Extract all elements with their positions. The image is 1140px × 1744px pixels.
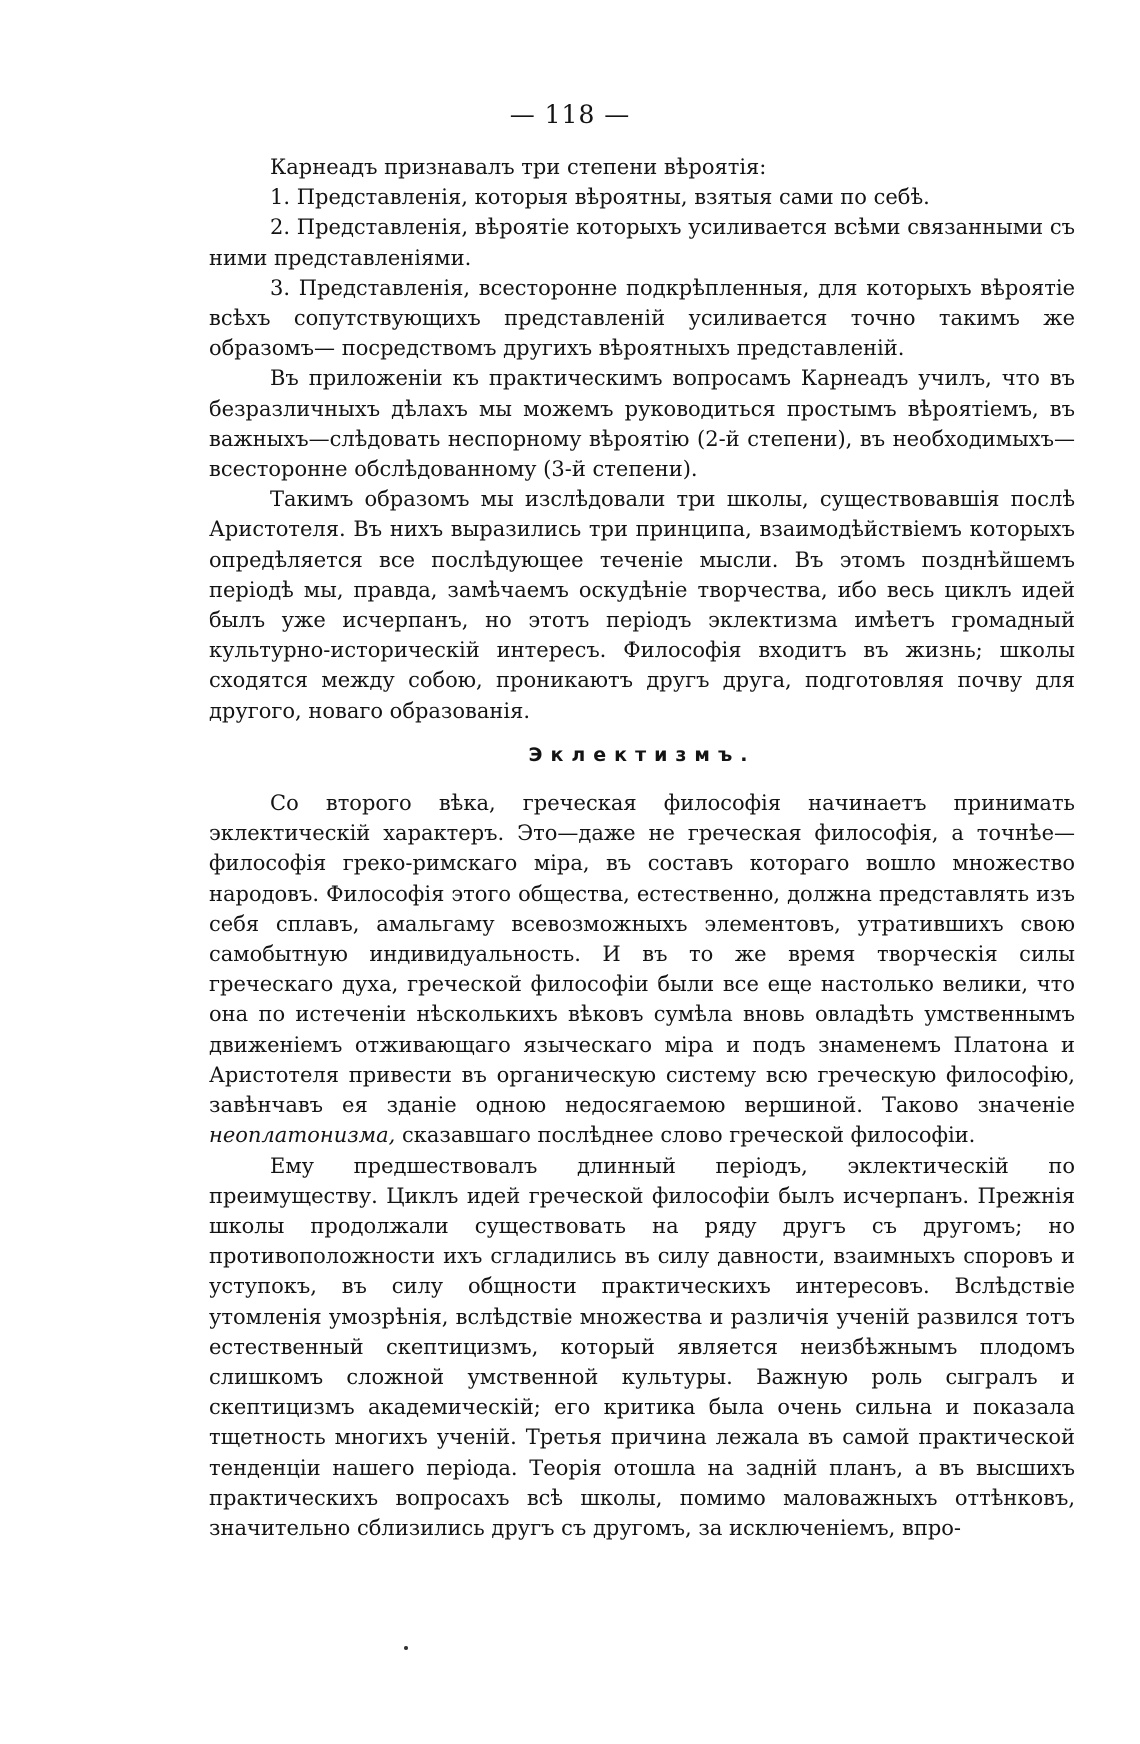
paragraph-period: Ему предшествовалъ длинный періодъ, эклектическій по преимуществу. Циклъ идей греческой философіи былъ исчерпанъ. Прежнія школы продолжали существовать на ряду другъ съ другомъ; но противоположности ихъ сгладились въ силу давности, взаимныхъ споровъ и уступокъ, въ силу общности практическихъ интересовъ. Вслѣдствіе утомленія умозрѣнія, вслѣдствіе множества и различія ученій развился тотъ естественный скептицизмъ, который является неизбѣжнымъ плодомъ слишкомъ сложной умственной культуры. Важную роль сыгралъ и скептицизмъ академическій; его критика была очень сильна и показала тщетность многихъ ученій. Третья причина лежала въ самой практической тенденціи нашего періода. Теорія отошла на задній планъ, а въ высшихъ практическихъ вопросахъ всѣ школы, помимо маловажныхъ оттѣнковъ, значительно сблизились другъ съ другомъ, за исключеніемъ, впро- (209, 1153, 1075, 1540)
paragraph-practical: Въ приложеніи къ практическимъ вопросамъ Карнеадъ училъ, что въ безразличныхъ дѣлахъ мы можемъ руководиться простымъ вѣроятіемъ, въ важныхъ—слѣдовать неспорному вѣроятію (2-й степени), въ необходимыхъ— всесторонне обслѣдованному (3-й степени). (209, 366, 1075, 482)
paragraph-eclecticism-text-a: Со второго вѣка, греческая философія начинаетъ принимать эклектическій характеръ. Это—даже не греческая философія, а точнѣе—философія греко-римскаго міра, въ составъ котораго вошло множество народовъ. Философія этого общества, естественно, должна представлять изъ себя сплавъ, амальгаму всевозможныхъ элементовъ, утратившихъ свою самобытную индивидуальность. И въ то же время творческія силы греческаго духа, греческой философіи были все еще настолько велики, что она по истеченіи нѣсколькихъ вѣковъ сумѣла вновь овладѣть умственнымъ движеніемъ отживающаго языческаго міра и подъ знаменемъ Платона и Аристотеля привести въ органическую систему всю греческую философію, завѣнчавъ ея зданіе одною недосягаемою вершиной. Таково значеніе (209, 791, 1075, 1118)
section-heading: Эклектизмъ. (528, 743, 756, 766)
paragraph-eclecticism (209, 788, 1075, 1150)
paragraph-eclecticism-text-b: сказавшаго послѣднее слово греческой философіи. (401, 1123, 976, 1148)
italic-term: неоплатонизма, (209, 1123, 396, 1148)
paragraph-item-2: 2. Представленія, вѣроятіе которыхъ усиливается всѣми связанными съ ними представленіями. (209, 215, 1075, 270)
paragraph-item-1: 1. Представленія, которыя вѣроятны, взятыя сами по себѣ. (270, 185, 930, 210)
paragraph-item-3: 3. Представленія, всесторонне подкрѣпленныя, для которыхъ вѣроятіе всѣхъ сопутствующихъ представленій усиливается точно такимъ же образомъ— посредствомъ другихъ вѣроятныхъ представленій. (209, 275, 1075, 361)
print-speck (404, 1646, 408, 1650)
paragraph-schools: Такимъ образомъ мы изслѣдовали три школы, существовавшія послѣ Аристотеля. Въ нихъ выразились три принципа, взаимодѣйствіемъ которыхъ опредѣляется все послѣдующее теченіе мысли. Въ этомъ позднѣйшемъ періодѣ мы, правда, замѣчаемъ оскудѣніе творчества, ибо весь циклъ идей былъ уже исчерпанъ, но этотъ періодъ эклектизма имѣетъ громадный культурно-историческій интересъ. Философія входитъ въ жизнь; школы сходятся между собою, проникаютъ другъ друга, подготовляя почву для другого, новаго образованія. (209, 487, 1075, 723)
page-number: — 118 — (509, 100, 631, 129)
body-text (209, 152, 1075, 1543)
paragraph-intro: Карнеадъ признавалъ три степени вѣроятія: (270, 155, 767, 179)
